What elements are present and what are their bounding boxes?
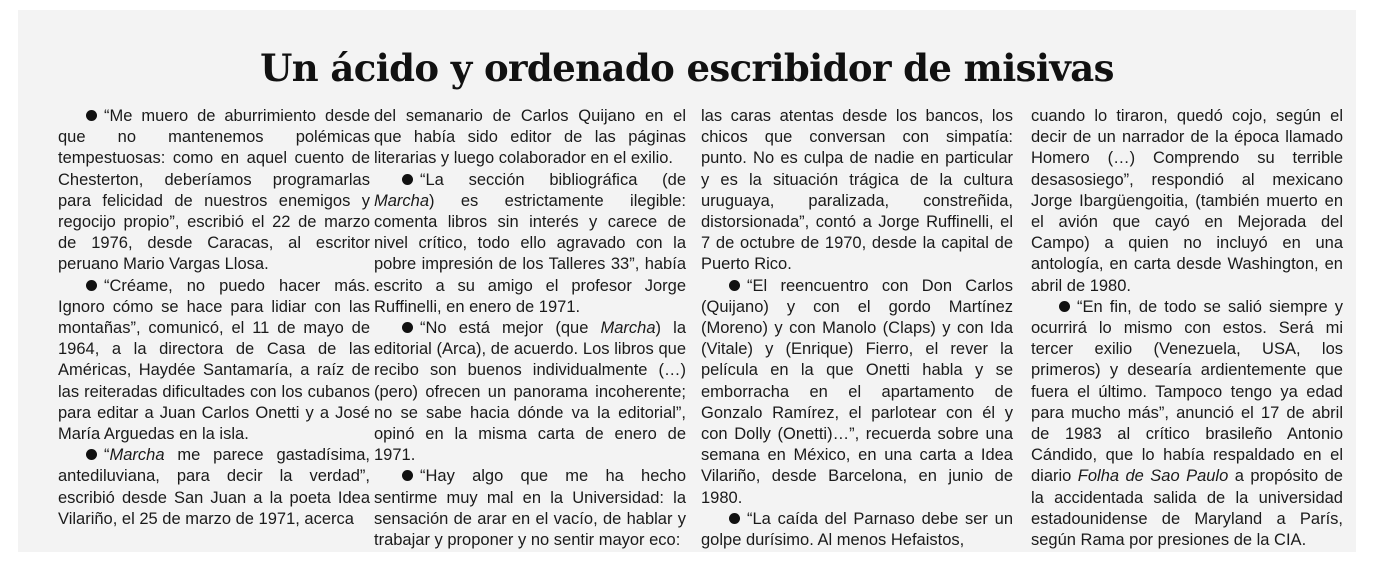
- bullet-icon: [86, 449, 97, 460]
- article-paragraph: [701, 106, 1013, 276]
- article-paragraph: [58, 445, 370, 530]
- bullet-icon: [402, 322, 413, 333]
- bullet-icon: [86, 110, 97, 121]
- article-headline: Un ácido y ordenado escribidor de misivas: [260, 46, 1114, 90]
- article-paragraph: [374, 318, 686, 466]
- paragraph-text: del semanario de Carlos Quijano en el que había sido editor de las páginas literarias y luego colaborador en el exilio.: [374, 107, 686, 168]
- article-paragraph: [374, 466, 686, 551]
- text-column-3: [701, 106, 1013, 551]
- paragraph-text: a propósito de la accidentada salida de la universidad estadounidense de Maryland a París, según Rama por presiones de la CIA.: [1031, 467, 1343, 550]
- article-panel: [18, 10, 1356, 552]
- paragraph-text: “Créame, no puedo hacer más. Ignoro cómo se hace para lidiar con las montañas”, comunicó, el 11 de mayo de 1964, a la directora de Casa de las Américas, Haydée Santamaría, a raíz de las reiteradas dificultades con los cubanos para editar a Juan Carlos Onetti y a José María Arguedas en la isla.: [58, 276, 370, 444]
- bullet-icon: [402, 174, 413, 185]
- text-column-1: [58, 106, 370, 530]
- paragraph-text: “Me muero de aburrimiento desde que no mantenemos polémicas tempestuosas: como en aquel cuento de Chesterton, deberíamos programarlas para felicidad de nuestros enemigos y regocijo propio”, escribió el 22 de marzo de 1976, desde Caracas, al escritor peruano Mario Vargas Llosa.: [58, 107, 370, 274]
- paragraph-text: ) la editorial (Arca), de acuerdo. Los libros que recibo son buenos individualmente (…) (pero) ofrecen un panorama incoherente; no se sabe hacia dónde va la editorial”, opinó en la misma carta de enero de 1971.: [374, 319, 686, 465]
- paragraph-text: “: [104, 446, 110, 465]
- paragraph-text: “Hay algo que me ha hecho sentirme muy mal en la Universidad: la sensación de arar en el vacío, de hablar y trabajar y proponer y no sentir mayor eco:: [374, 467, 686, 550]
- paragraph-text: “El reencuentro con Don Carlos (Quijano) y con el gordo Martínez (Moreno) y con Manolo (Claps) y con Ida (Vitale) y (Enrique) Fierro, el rever la película en la que Onetti habla y se emborracha en el apartamento de Gonzalo Ramírez, el parlotear con él y con Dolly (Onetti)…”, recuerda sobre una semana en México, en una carta a Idea Vilariño, desde Barcelona, en junio de 1980.: [701, 276, 1013, 507]
- bullet-icon: [1059, 301, 1070, 312]
- article-paragraph: [701, 276, 1013, 509]
- paragraph-text: ) es estrictamente ilegible: comenta libros sin interés y carece de nivel crítico, todo ello agravado con la pobre impresión de los Talleres 33”, había escrito a su amigo el profesor Jorge Ruffinelli, en enero de 1971.: [374, 191, 686, 316]
- bullet-icon: [402, 470, 413, 481]
- paragraph-text: las caras atentas desde los bancos, los chicos que conversan con simpatía: punto. No es culpa de nadie en particular y es la situación trágica de la cultura uruguaya, paralizada, constreñida, distorsionada”, contó a Jorge Ruffinelli, el 7 de octubre de 1970, desde la capital de Puerto Rico.: [701, 107, 1013, 274]
- bullet-icon: [729, 280, 740, 291]
- text-column-4: [1031, 106, 1343, 551]
- article-paragraph: [58, 276, 370, 446]
- paragraph-text: “La sección bibliográfica (de: [420, 170, 686, 189]
- article-paragraph: [701, 509, 1013, 551]
- article-paragraph: [374, 106, 686, 170]
- italic-text: Marcha: [600, 319, 656, 338]
- italic-text: Marcha: [374, 191, 430, 210]
- article-paragraph: [374, 170, 686, 318]
- paragraph-text: “La caída del Parnaso debe ser un golpe durísimo. Al menos Hefaistos,: [701, 509, 1013, 550]
- article-paragraph: [1031, 297, 1343, 551]
- text-column-2: [374, 106, 686, 551]
- article-paragraph: [1031, 106, 1343, 297]
- italic-text: Marcha: [109, 446, 165, 465]
- bullet-icon: [86, 280, 97, 291]
- paragraph-text: cuando lo tiraron, quedó cojo, según el decir de un narrador de la época llamado Homero (…) Comprendo su terrible desasosiego”, respondió al mexicano Jorge Ibargüengoitia, (también muerto en el avión que cayó en Mejorada del Campo) a quien no incluyó en una antología, en carta desde Washington, en abril de 1980.: [1031, 107, 1343, 295]
- paragraph-text: “En fin, de todo se salió siempre y ocurrirá lo mismo con estos. Será mi tercer exilio (Venezuela, USA, los primeros) y desearía ardientemente que fuera el último. Tampoco tengo ya edad para mucho más”, anunció el 17 de abril de 1983 al crítico brasileño Antonio Cándido, que lo había respaldado en el diario: [1031, 297, 1343, 486]
- article-paragraph: [58, 106, 370, 276]
- bullet-icon: [729, 513, 740, 524]
- italic-text: Folha de Sao Paulo: [1077, 467, 1229, 486]
- paragraph-text: “No está mejor (que: [420, 319, 601, 338]
- paragraph-text: me parece gastadísima, antediluviana, para decir la verdad”, escribió desde San Juan a la poeta Idea Vilariño, el 25 de marzo de 1971, acerca: [58, 446, 370, 528]
